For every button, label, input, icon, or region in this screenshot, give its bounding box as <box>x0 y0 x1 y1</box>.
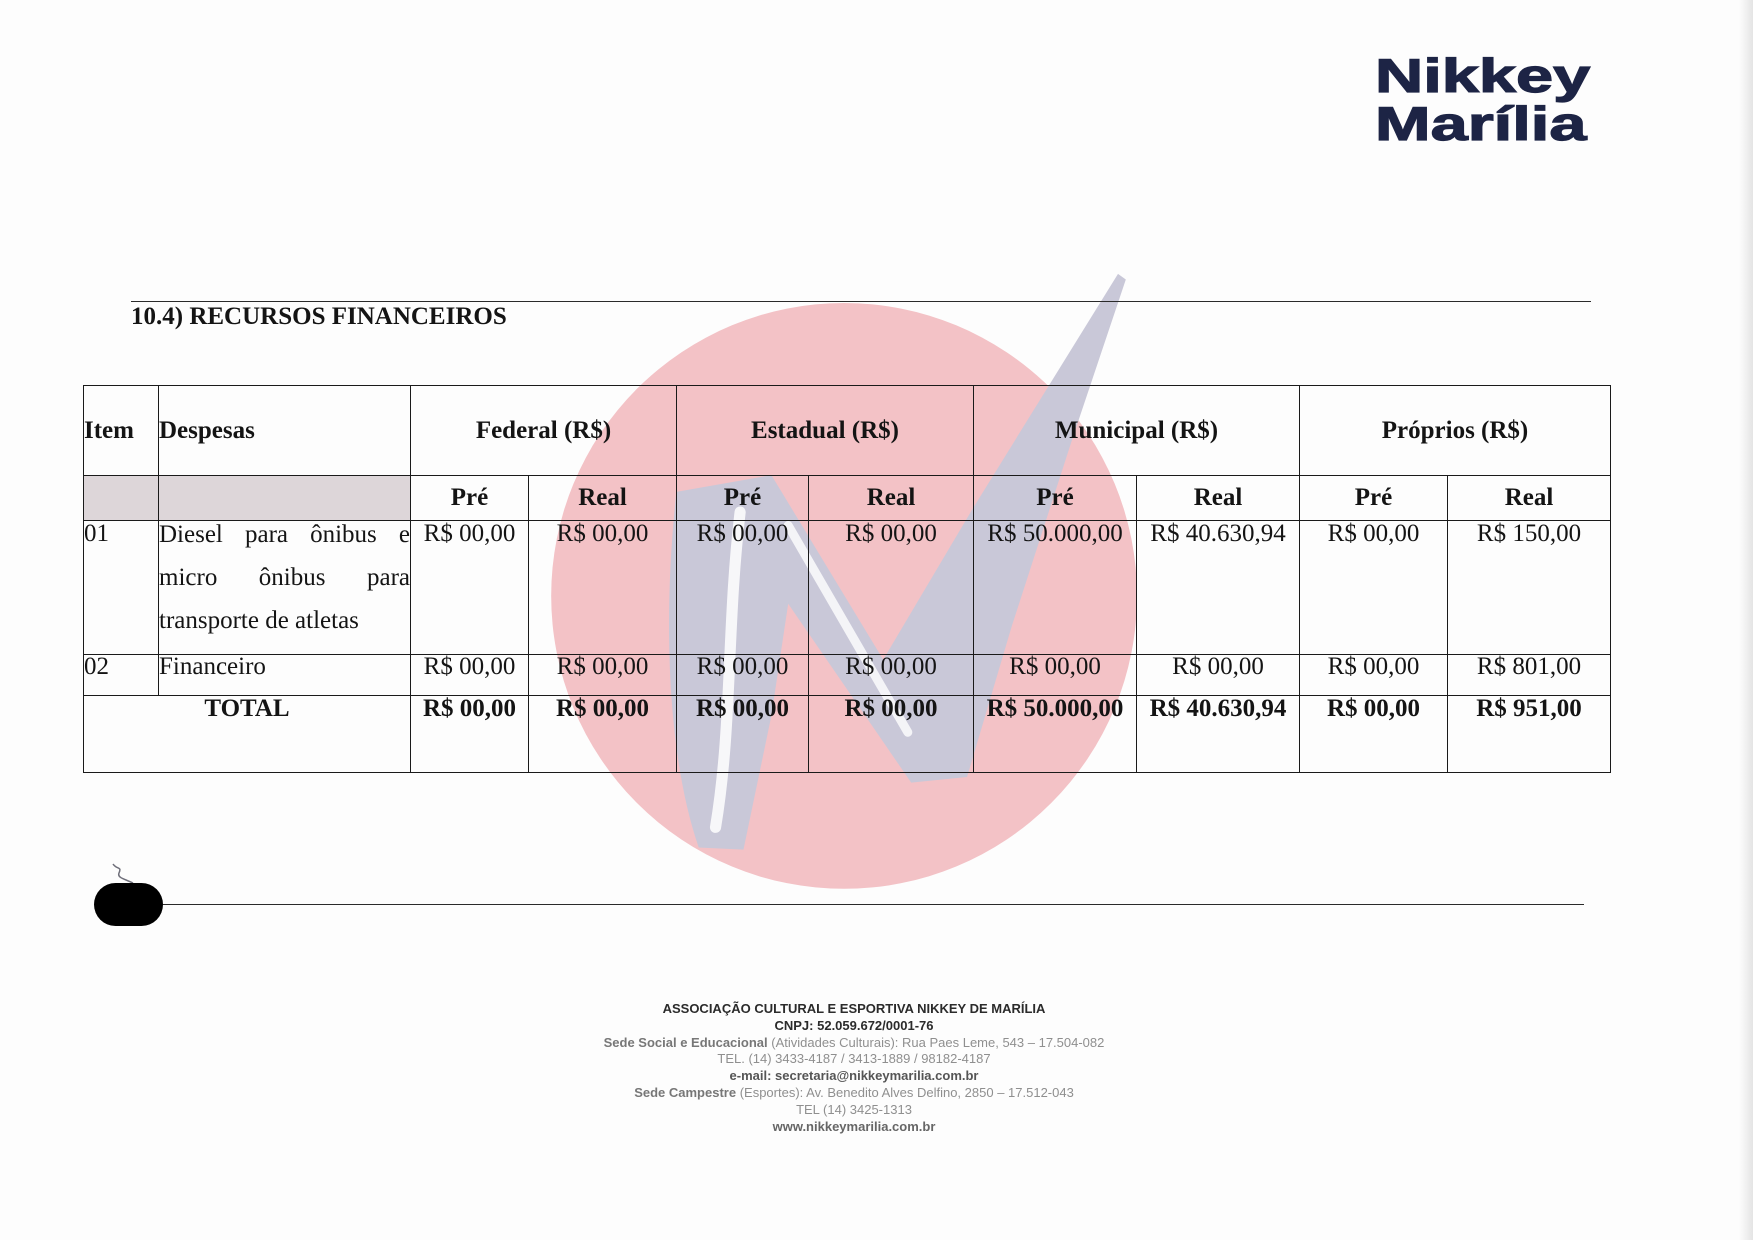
footer-cnpj: CNPJ: 52.059.672/0001-76 <box>774 1017 934 1033</box>
value-municipal-real: R$ 00,00 <box>1137 655 1300 696</box>
nikkey-marilia-logo <box>1375 49 1591 150</box>
total-label: TOTAL <box>84 696 411 773</box>
logo-line-1: Nikkey <box>1375 49 1591 102</box>
col-header-despesas: Despesas <box>159 386 411 476</box>
value-federal-real: R$ 00,00 <box>529 655 677 696</box>
header-row <box>84 386 1611 476</box>
value-estadual-real: R$ 00,00 <box>809 521 974 655</box>
group-header-municipal: Municipal (R$) <box>974 386 1300 476</box>
value-proprios-real: R$ 801,00 <box>1448 655 1611 696</box>
table-row <box>84 655 1611 696</box>
value-municipal-pre: R$ 50.000,00 <box>974 521 1137 655</box>
group-header-proprios: Próprios (R$) <box>1300 386 1611 476</box>
subheader-row <box>84 476 1611 521</box>
total-proprios-pre: R$ 00,00 <box>1300 696 1448 773</box>
value-estadual-real: R$ 00,00 <box>809 655 974 696</box>
row-item-number: 01 <box>84 521 159 655</box>
subheader-municipal-pre: Pré <box>974 476 1137 521</box>
footer-sede-campestre-text: (Esportes): Av. Benedito Alves Delfino, 2850 – 17.512-043 <box>736 1084 1074 1100</box>
subheader-federal-real: Real <box>529 476 677 521</box>
row-despesa-cell <box>159 521 411 655</box>
footer-email: e-mail: secretaria@nikkeymarilia.com.br <box>729 1068 979 1084</box>
footer-tel-social: TEL. (14) 3433-4187 / 3413-1889 / 98182-4187 <box>717 1051 991 1067</box>
footer-sede-campestre <box>554 1085 1154 1102</box>
group-header-federal: Federal (R$) <box>411 386 677 476</box>
value-federal-pre: R$ 00,00 <box>411 521 529 655</box>
total-estadual-real: R$ 00,00 <box>809 696 974 773</box>
footer-website: www.nikkeymarilia.com.br <box>772 1118 936 1134</box>
row-despesa-text: Diesel para ônibus e micro ônibus para transporte de atletas <box>159 521 410 634</box>
financial-resources-table <box>83 385 1611 773</box>
footer-sede-social-text: (Atividades Culturais): Rua Paes Leme, 543 – 17.504-082 <box>767 1034 1105 1050</box>
subheader-municipal-real: Real <box>1137 476 1300 521</box>
footer <box>554 1001 1154 1135</box>
subheader-blank-item <box>84 476 159 521</box>
row-item-number: 02 <box>84 655 159 696</box>
value-federal-real: R$ 00,00 <box>529 521 677 655</box>
value-estadual-pre: R$ 00,00 <box>677 655 809 696</box>
value-federal-pre: R$ 00,00 <box>411 655 529 696</box>
footer-org-name: ASSOCIAÇÃO CULTURAL E ESPORTIVA NIKKEY DE MARÍLIA <box>662 1001 1046 1016</box>
section-title: 10.4) RECURSOS FINANCEIROS <box>131 303 507 330</box>
subheader-proprios-pre: Pré <box>1300 476 1448 521</box>
total-row <box>84 696 1611 773</box>
group-header-estadual: Estadual (R$) <box>677 386 974 476</box>
value-municipal-pre: R$ 00,00 <box>974 655 1137 696</box>
subheader-estadual-pre: Pré <box>677 476 809 521</box>
value-proprios-pre: R$ 00,00 <box>1300 655 1448 696</box>
total-municipal-pre: R$ 50.000,00 <box>974 696 1137 773</box>
subheader-blank-despesas <box>159 476 411 521</box>
value-estadual-pre: R$ 00,00 <box>677 521 809 655</box>
redaction-blob <box>94 883 163 926</box>
logo-line-2: Marília <box>1375 97 1587 150</box>
subheader-federal-pre: Pré <box>411 476 529 521</box>
footer-sede-social-label: Sede Social e Educacional <box>603 1034 768 1050</box>
footer-sede-campestre-label: Sede Campestre <box>634 1084 737 1100</box>
total-estadual-pre: R$ 00,00 <box>677 696 809 773</box>
value-municipal-real: R$ 40.630,94 <box>1137 521 1300 655</box>
signature-rule <box>160 904 1584 905</box>
total-municipal-real: R$ 40.630,94 <box>1137 696 1300 773</box>
row-despesa-cell: Financeiro <box>159 655 411 696</box>
table-row <box>84 521 1611 655</box>
footer-sede-social <box>554 1035 1154 1052</box>
scan-edge-shadow <box>1739 0 1753 1240</box>
total-federal-real: R$ 00,00 <box>529 696 677 773</box>
subheader-proprios-real: Real <box>1448 476 1611 521</box>
value-proprios-pre: R$ 00,00 <box>1300 521 1448 655</box>
subheader-estadual-real: Real <box>809 476 974 521</box>
total-proprios-real: R$ 951,00 <box>1448 696 1611 773</box>
col-header-item: Item <box>84 386 159 476</box>
value-proprios-real: R$ 150,00 <box>1448 521 1611 655</box>
total-federal-pre: R$ 00,00 <box>411 696 529 773</box>
footer-tel-campestre: TEL (14) 3425-1313 <box>796 1101 912 1117</box>
